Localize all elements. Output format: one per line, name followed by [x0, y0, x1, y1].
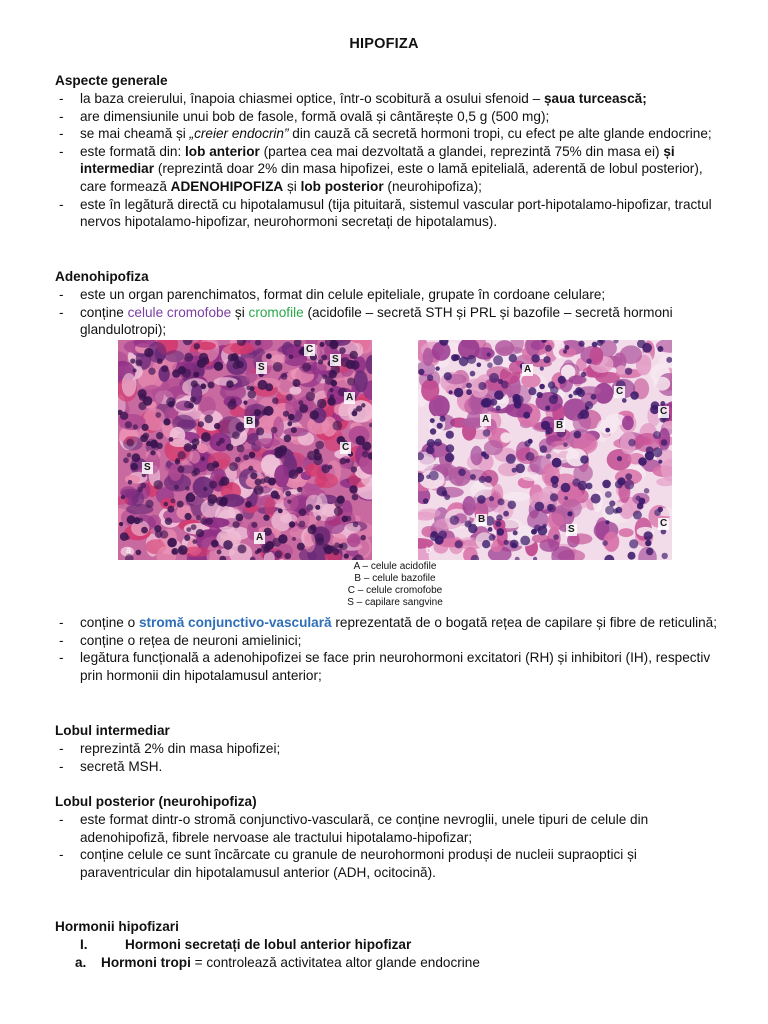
adeno-list [55, 286, 725, 339]
item-bold: lob anterior [185, 143, 260, 159]
section-heading: Lobul intermediar [55, 723, 170, 738]
list-item [55, 632, 725, 650]
label-a: A [256, 532, 264, 543]
label-s: S [332, 354, 339, 365]
item-text: are dimensiunile unui bob de fasole, formă ovală și cântărește 0,5 g (500 mg); [80, 108, 550, 124]
list-item [55, 811, 725, 846]
label-s: S [258, 362, 265, 373]
section-hormones [55, 918, 725, 972]
item-bold: șaua turcească; [543, 91, 647, 106]
section-heading: Adenohipofiza [55, 269, 149, 284]
section-adeno-continued [55, 614, 725, 684]
item-text: reprezentată de o bogată rețea de capilare și fibre de reticulină; [331, 615, 718, 630]
item-text: și [283, 178, 301, 194]
label-c: C [616, 386, 624, 397]
item-text: legătura funcțională a adenohipofizei se face prin neurohormoni excitatori (RH) și inhibitori (IH), respectiv prin hormonii din hipotalamusul anterior; [80, 650, 711, 683]
item-bold: și intermediar [80, 143, 675, 177]
section-heading: Lobul posterior (neurohipofiza) [55, 794, 257, 809]
label-b: B [556, 420, 564, 431]
label-c: C [660, 518, 668, 529]
letter-item [55, 954, 725, 972]
label-a: A [482, 414, 490, 425]
micrograph-b [418, 340, 672, 560]
list-item [55, 143, 725, 196]
list-item [55, 758, 725, 776]
item-text: din cauză că secretă hormoni tropi, cu efect pe alte glande endocrine; [288, 126, 712, 142]
term-stroma: stromă conjunctivo-vasculară [138, 615, 332, 630]
legend-item: C – celule cromofobe [347, 585, 443, 596]
label-s: S [144, 462, 151, 473]
posterior-list [55, 811, 725, 881]
panel-letter: b [426, 545, 432, 555]
item-text: se mai cheamă și [80, 126, 190, 142]
adeno-list-2 [55, 614, 725, 684]
roman-text: Hormoni secretați de lobul anterior hipofizar [125, 937, 412, 952]
list-item [55, 740, 725, 758]
item-text: este în legătură directă cu hipotalamusul (tija pituitară, sistemul vascular port-hipotalamo-hipofizar, tractul nervos hipotalamo-hipofizar, neurohormoni secretați de hipotalamus). [80, 196, 712, 230]
item-text: (partea cea mai dezvoltată a glandei, reprezintă 75% din masa ei) [259, 143, 664, 159]
item-text: secretă MSH. [80, 758, 163, 774]
figure-legend [300, 561, 490, 609]
item-text: (neurohipofiza); [383, 178, 482, 194]
list-item [55, 649, 725, 684]
item-text: reprezintă 2% din masa hipofizei; [80, 741, 281, 756]
legend-item: B – celule bazofile [354, 573, 436, 584]
general-list [55, 90, 725, 231]
section-heading: Aspecte generale [55, 73, 168, 88]
item-text: este un organ parenchimatos, format din celule epiteliale, grupate în cordoane celulare; [80, 287, 606, 302]
list-item [55, 125, 725, 143]
list-item [55, 90, 725, 108]
item-text: și [231, 304, 249, 320]
item-text: conține o rețea de neuroni amielinici; [80, 632, 302, 648]
item-text: este format dintr-o stromă conjunctivo-vasculară, ce conține nevroglii, unele tipuri de celule din adenohipofiză, fibrele nervoase ale tractului hipotalamo-hipofizar; [80, 812, 649, 845]
item-text: este formată din: [80, 143, 186, 159]
micrograph-a [118, 340, 372, 560]
roman-numeral: I. [80, 937, 88, 952]
list-item [55, 304, 725, 339]
section-adeno [55, 268, 725, 339]
list-item [55, 846, 725, 881]
list-item [55, 108, 725, 126]
letter-text: = controlează activitatea altor glande endocrine [190, 955, 480, 970]
label-b: B [246, 416, 254, 427]
item-text: (acidofile – secretă STH și PRL și bazofile – secretă hormoni glandulotropi); [80, 304, 673, 338]
label-c: C [660, 406, 668, 417]
label-a: A [524, 364, 532, 375]
section-general [55, 72, 725, 231]
roman-item [55, 936, 725, 954]
section-intermediar [55, 722, 725, 775]
item-text: la baza creierului, înapoia chiasmei optice, într-o scobitură a osului sfenoid – [80, 91, 544, 106]
label-b: B [478, 514, 486, 525]
panel-letter: a [126, 545, 132, 555]
item-text: conține o [80, 615, 139, 630]
item-bold: lob posterior [300, 178, 384, 194]
term-cromofobe: celule cromofobe [127, 304, 232, 320]
page-title: HIPOFIZA [349, 36, 419, 52]
item-bold: ADENOHIPOFIZA [170, 178, 284, 194]
legend-item: S – capilare sangvine [347, 597, 443, 608]
letter-bold: Hormoni tropi [101, 955, 191, 970]
legend-item: A – celule acidofile [353, 561, 437, 572]
label-c: C [342, 442, 350, 453]
item-text: (reprezintă doar 2% din masa hipofizei, este o lamă epitelială, aderentă de lobul posterior), care formează [80, 161, 703, 194]
micrograph-a-image [118, 340, 372, 560]
item-italic: „creier endocrin” [189, 126, 289, 142]
label-c: C [306, 344, 314, 355]
item-text: conține [80, 304, 128, 320]
intermediar-list [55, 740, 725, 775]
section-heading: Hormonii hipofizari [55, 919, 179, 934]
list-item [55, 286, 725, 304]
section-posterior [55, 793, 725, 881]
letter-marker: a. [75, 955, 87, 970]
label-s: S [568, 524, 575, 535]
list-item [55, 614, 725, 632]
label-a: A [346, 392, 354, 403]
list-item [55, 196, 725, 231]
item-text: conține celule ce sunt încărcate cu granule de neurohormoni produși de nucleii supraoptici și paraventricular din hipotalamusul anterior (ADH, ocitocină). [80, 847, 637, 880]
term-cromofile: cromofile [248, 304, 304, 320]
micrograph-b-image [418, 340, 672, 560]
